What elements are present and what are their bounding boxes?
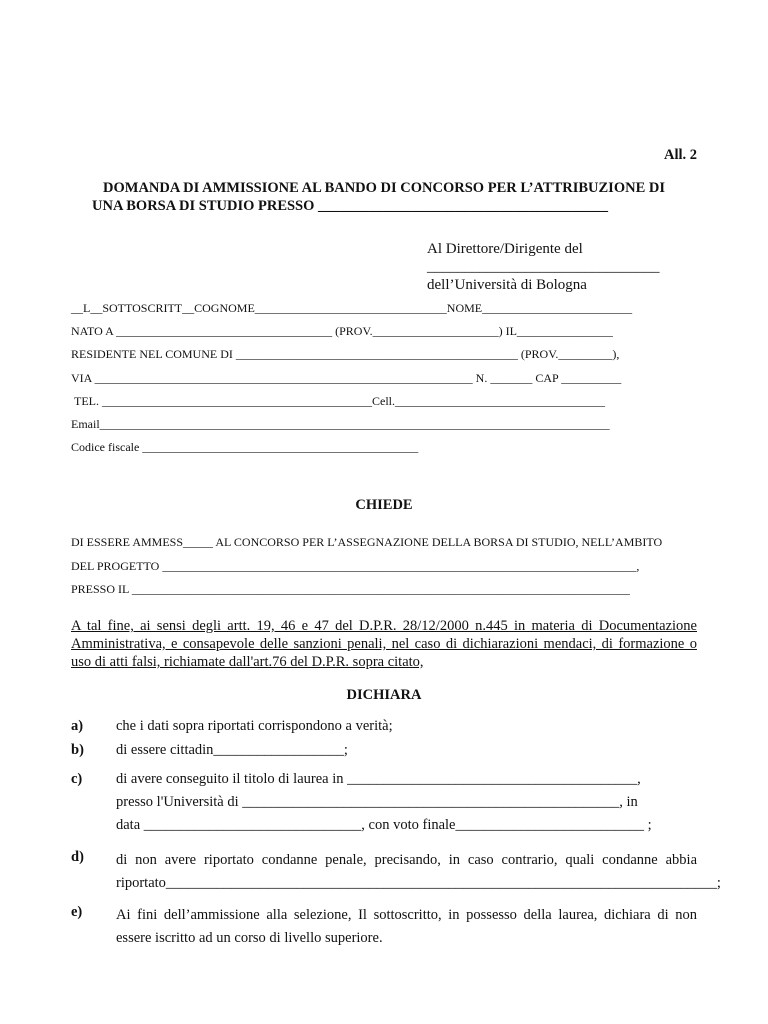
applicant-phone-field: TEL. _____________________________________________Cell.___________________________________ <box>74 394 605 408</box>
item-e-label: e) <box>71 904 83 920</box>
addressee-line1: Al Direttore/Dirigente del <box>427 241 583 257</box>
item-b-label: b) <box>71 742 84 758</box>
item-c-university-field: presso l'Università di ____________________________________________________, in <box>116 794 638 810</box>
addressee-line3: dell’Università di Bologna <box>427 277 587 293</box>
applicant-fiscal-code-field: Codice fiscale ______________________________________________ <box>71 440 419 454</box>
item-e-text: Ai fini dell’ammissione alla selezione, Il sottoscritto, in possesso della laurea, dichiara di non essere iscritto ad un corso di livello superiore. <box>116 907 697 946</box>
addressee-line2: _______________________________ <box>427 259 660 275</box>
applicant-name-field: __L__SOTTOSCRITT__COGNOME________________________________NOME_________________________ <box>71 301 633 315</box>
request-heading: CHIEDE <box>355 497 413 513</box>
document-title-line1: DOMANDA DI AMMISSIONE AL BANDO DI CONCORSO PER L’ATTRIBUZIONE DI <box>103 180 665 196</box>
legal-notice: A tal fine, ai sensi degli artt. 19, 46 e 47 del D.P.R. 28/12/2000 n.445 in materia di Documentazione Amministrativa, e consapevole delle sanzioni penali, nel caso di dichiarazioni mendaci, di formazione o uso di atti falsi, richiamate dall'art.76 del D.P.R. sopra citato, <box>71 618 697 670</box>
item-c-degree-field: di avere conseguito il titolo di laurea in ________________________________________, <box>116 771 641 787</box>
item-d-text: di non avere riportato condanne penale, precisando, in caso contrario, quali condanne abbia riportato____________________________________________________________________________; <box>116 852 721 891</box>
applicant-residence-field: RESIDENTE NEL COMUNE DI _______________________________________________ (PROV._________), <box>71 347 620 361</box>
item-b-text: di essere cittadin__________________; <box>116 742 348 758</box>
document-title-line2: UNA BORSA DI STUDIO PRESSO ________________________________________ <box>92 198 609 214</box>
applicant-birth-field: NATO A ____________________________________ (PROV._____________________) IL________________ <box>71 324 613 338</box>
applicant-email-field: Email_____________________________________________________________________________________ <box>71 417 610 431</box>
attachment-number: All. 2 <box>663 147 697 163</box>
item-c-date-grade-field: data ______________________________, con voto finale__________________________ ; <box>116 817 652 833</box>
request-project-field: DEL PROGETTO _______________________________________________________________________________, <box>71 559 640 573</box>
item-a-label: a) <box>71 718 84 734</box>
item-c-label: c) <box>71 771 83 787</box>
declaration-heading: DICHIARA <box>346 687 422 703</box>
item-a-text: che i dati sopra riportati corrispondono a verità; <box>116 718 393 734</box>
request-location-field: PRESSO IL ___________________________________________________________________________________ <box>71 582 630 596</box>
item-d-label: d) <box>71 849 84 865</box>
request-line1: DI ESSERE AMMESS_____ AL CONCORSO PER L’ASSEGNAZIONE DELLA BORSA DI STUDIO, NELL’AMBITO <box>71 535 663 549</box>
applicant-address-field: VIA _______________________________________________________________ N. _______ CAP __________ <box>71 371 622 385</box>
